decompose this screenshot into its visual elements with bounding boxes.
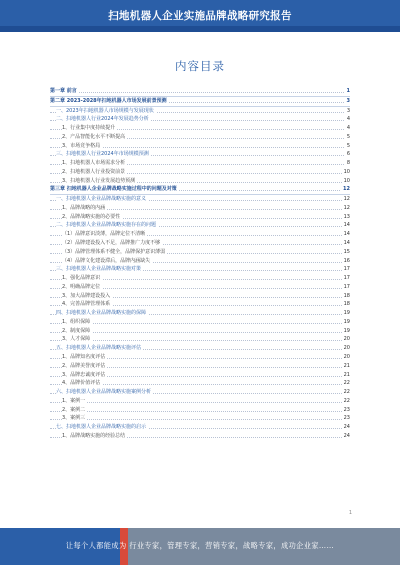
toc-entry-page: 19 [343,310,350,317]
report-header-bar [0,0,400,32]
toc-entry-label: 六、扫地机器人企业品牌战略实施案例分析 [56,389,152,396]
toc-entry-page: 12 [343,186,350,193]
toc-entry-label: 3、案例三 [62,415,86,422]
toc-entry[interactable] [50,300,350,309]
toc-entry[interactable] [50,414,350,423]
toc-entry-page: 12 [343,204,350,211]
toc-entry[interactable] [50,150,350,159]
toc-entry[interactable] [50,432,350,441]
toc-entry[interactable] [50,362,350,371]
toc-entry-label: 1、案例一 [62,397,86,404]
toc-entry-page: 20 [343,345,350,352]
toc-entry-page: 13 [343,213,350,220]
toc-entry-label: 3、加大品牌建设投入 [62,292,111,299]
toc-leader-dots [50,332,350,333]
toc-entry-label: 1、品牌战略实施的经验总结 [62,432,126,439]
toc-entry-page: 19 [343,327,350,334]
toc-entry-label: 4、完善品牌管理体系 [62,301,111,308]
toc-entry-page: 23 [343,406,350,413]
toc-entry-label: 2、案例二 [62,406,86,413]
toc-entry-page: 17 [343,266,350,273]
toc-entry[interactable] [50,195,350,204]
footer-banner [0,528,400,565]
toc-entry-label: 三、扫地机器人企业品牌战略实施对策 [56,266,142,273]
toc-entry-label: 三、扫地机器人行业2024年市场规模预测 [56,151,149,158]
toc-entry-page: 16 [343,257,350,264]
toc-entry[interactable] [50,283,350,292]
toc-heading: 内容目录 [175,59,225,73]
toc-entry[interactable] [50,239,350,248]
toc-entry[interactable] [50,115,350,124]
toc-entry-page: 3 [346,97,350,104]
header-stripe [0,26,400,32]
toc-entry[interactable] [50,87,350,97]
toc-leader-dots [50,323,350,324]
toc-entry[interactable] [50,265,350,274]
toc-entry[interactable] [50,257,350,266]
toc-entry-label: 二、扫地机器人企业品牌战略实施存在的问题 [56,222,157,229]
report-title: 扫地机器人企业实施品牌战略研究报告 [108,10,292,22]
toc-entry-label: 3、扫地机器人行业发展趋势预测 [62,177,136,184]
toc-entry-label: 3、品牌忠诚度评估 [62,371,106,378]
toc-entry-page: 15 [343,248,350,255]
toc-entry[interactable] [50,177,350,186]
toc-entry[interactable] [50,397,350,406]
toc-entry-label: 3、人才保障 [62,336,91,343]
toc-entry-label: 1、组织保障 [62,318,91,325]
toc-entry[interactable] [50,97,350,107]
toc-entry[interactable] [50,379,350,388]
toc-entry-page: 23 [343,415,350,422]
toc-entry-label: 1、品牌知名度评估 [62,353,106,360]
toc-entry[interactable] [50,142,350,151]
toc-entry-label: 1、品牌战略的内涵 [62,204,106,211]
toc-entry-page: 3 [346,107,350,114]
toc-entry[interactable] [50,133,350,142]
toc-entry-label: 2、制度保障 [62,327,91,334]
toc-entry-label: 1、强化品牌意识 [62,275,101,282]
toc-entry-page: 14 [343,240,350,247]
toc-entry[interactable] [50,327,350,336]
toc-entry-page: 10 [343,177,350,184]
toc-entry[interactable] [50,344,350,353]
toc-entry-label: 2、品牌战略实施的必要性 [62,213,121,220]
toc-entry-label: 一、扫地机器人企业品牌战略实施的意义 [56,196,147,203]
toc-entry-page: 22 [343,380,350,387]
toc-entry[interactable] [50,388,350,397]
toc-leader-dots [50,419,350,420]
toc-entry[interactable] [50,274,350,283]
toc-entry[interactable] [50,107,350,116]
toc-entry-label: 1、扫地机器人市场需求分析 [62,160,126,167]
toc-entry-label: 二、扫地机器人行业2024年发展趋势分析 [56,116,149,123]
toc-entry-label: 2、明确品牌定位 [62,283,101,290]
toc-entry-label: 第一章 前言 [50,88,77,94]
toc-entry[interactable] [50,230,350,239]
toc-entry[interactable] [50,204,350,213]
toc-entry-page: 17 [343,283,350,290]
toc-entry[interactable] [50,423,350,432]
toc-entry-page: 24 [343,424,350,431]
toc-entry-page: 22 [343,397,350,404]
toc-entry[interactable] [50,292,350,301]
toc-entry-label: 第三章 扫地机器人企业品牌战略实施过程中的问题及对策 [50,186,177,193]
toc-entry-label: 五、扫地机器人企业品牌战略实施评估 [56,345,142,352]
toc-entry-page: 24 [343,432,350,439]
toc-entry-label: 2、扫地机器人行业投资前景 [62,168,126,175]
toc-entry-page: 14 [343,222,350,229]
toc-entry-page: 4 [346,116,350,123]
toc-entry-page: 19 [343,318,350,325]
toc-entry-page: 12 [343,196,350,203]
toc-entry-page: 5 [346,142,350,149]
toc-entry[interactable] [50,124,350,133]
toc-entry-page: 22 [343,389,350,396]
toc-entry-page: 18 [343,301,350,308]
toc-entry-label: 七、扫地机器人企业品牌战略实施的启示 [56,424,147,431]
toc-entry[interactable] [50,248,350,257]
toc-entry-page: 1 [346,88,350,94]
toc-entry-page: 5 [346,133,350,140]
toc-entry[interactable] [50,168,350,177]
toc-entry-page: 20 [343,336,350,343]
toc-entry-page: 8 [346,160,350,167]
toc-entry-label: 1、行业集中度持续提升 [62,125,116,132]
toc-entry-page: 14 [343,231,350,238]
toc-entry[interactable] [50,213,350,222]
toc-entry-page: 21 [343,362,350,369]
toc-entry-page: 4 [346,125,350,132]
toc-entry-label: 第二章 2023-2028年扫地机器人市场发展前景预测 [50,97,167,104]
toc-entry-label: 4、品牌价值评估 [62,380,101,387]
toc-entry-page: 6 [346,151,350,158]
toc-entry-label: 四、扫地机器人企业品牌战略实施的保障 [56,310,147,317]
toc-leader-dots [50,411,350,412]
toc-entry-label: 2、品牌美誉度评估 [62,362,106,369]
toc-leader-dots [50,92,350,93]
toc-entry-label: （1）品牌意识淡薄，品牌定位不清晰 [62,231,146,238]
toc-entry[interactable] [50,159,350,168]
toc-entry[interactable] [50,309,350,318]
toc-entry-page: 20 [343,353,350,360]
table-of-contents [50,87,350,441]
toc-entry[interactable] [50,371,350,380]
toc-entry[interactable] [50,335,350,344]
toc-entry-page: 10 [343,168,350,175]
toc-entry-page: 17 [343,275,350,282]
toc-entry-label: 2、产品智能化水平不断提高 [62,133,126,140]
toc-entry[interactable] [50,318,350,327]
toc-entry[interactable] [50,406,350,415]
toc-entry[interactable] [50,353,350,362]
toc-entry-page: 18 [343,292,350,299]
footer-slogan: 让每个人都能成为 行业专家，管理专家，营销专家，战略专家，成功企业家…… [65,541,335,550]
toc-leader-dots [50,340,350,341]
toc-leader-dots [50,402,350,403]
toc-entry-label: 一、2023年扫地机器人市场规模与发展现状 [56,107,154,114]
toc-entry-page: 21 [343,371,350,378]
toc-entry[interactable] [50,185,350,195]
toc-entry-label: 3、市场竞争格局 [62,142,101,149]
toc-entry-label: （2）品牌建设投入不足，品牌推广力度不够 [62,240,161,247]
toc-entry-label: （4）品牌文化建设滞后，品牌内涵缺失 [62,257,151,264]
toc-entry-label: （3）品牌管理体系不健全，品牌保护意识薄弱 [62,248,166,255]
page-number: 1 [348,510,352,516]
toc-entry[interactable] [50,221,350,230]
